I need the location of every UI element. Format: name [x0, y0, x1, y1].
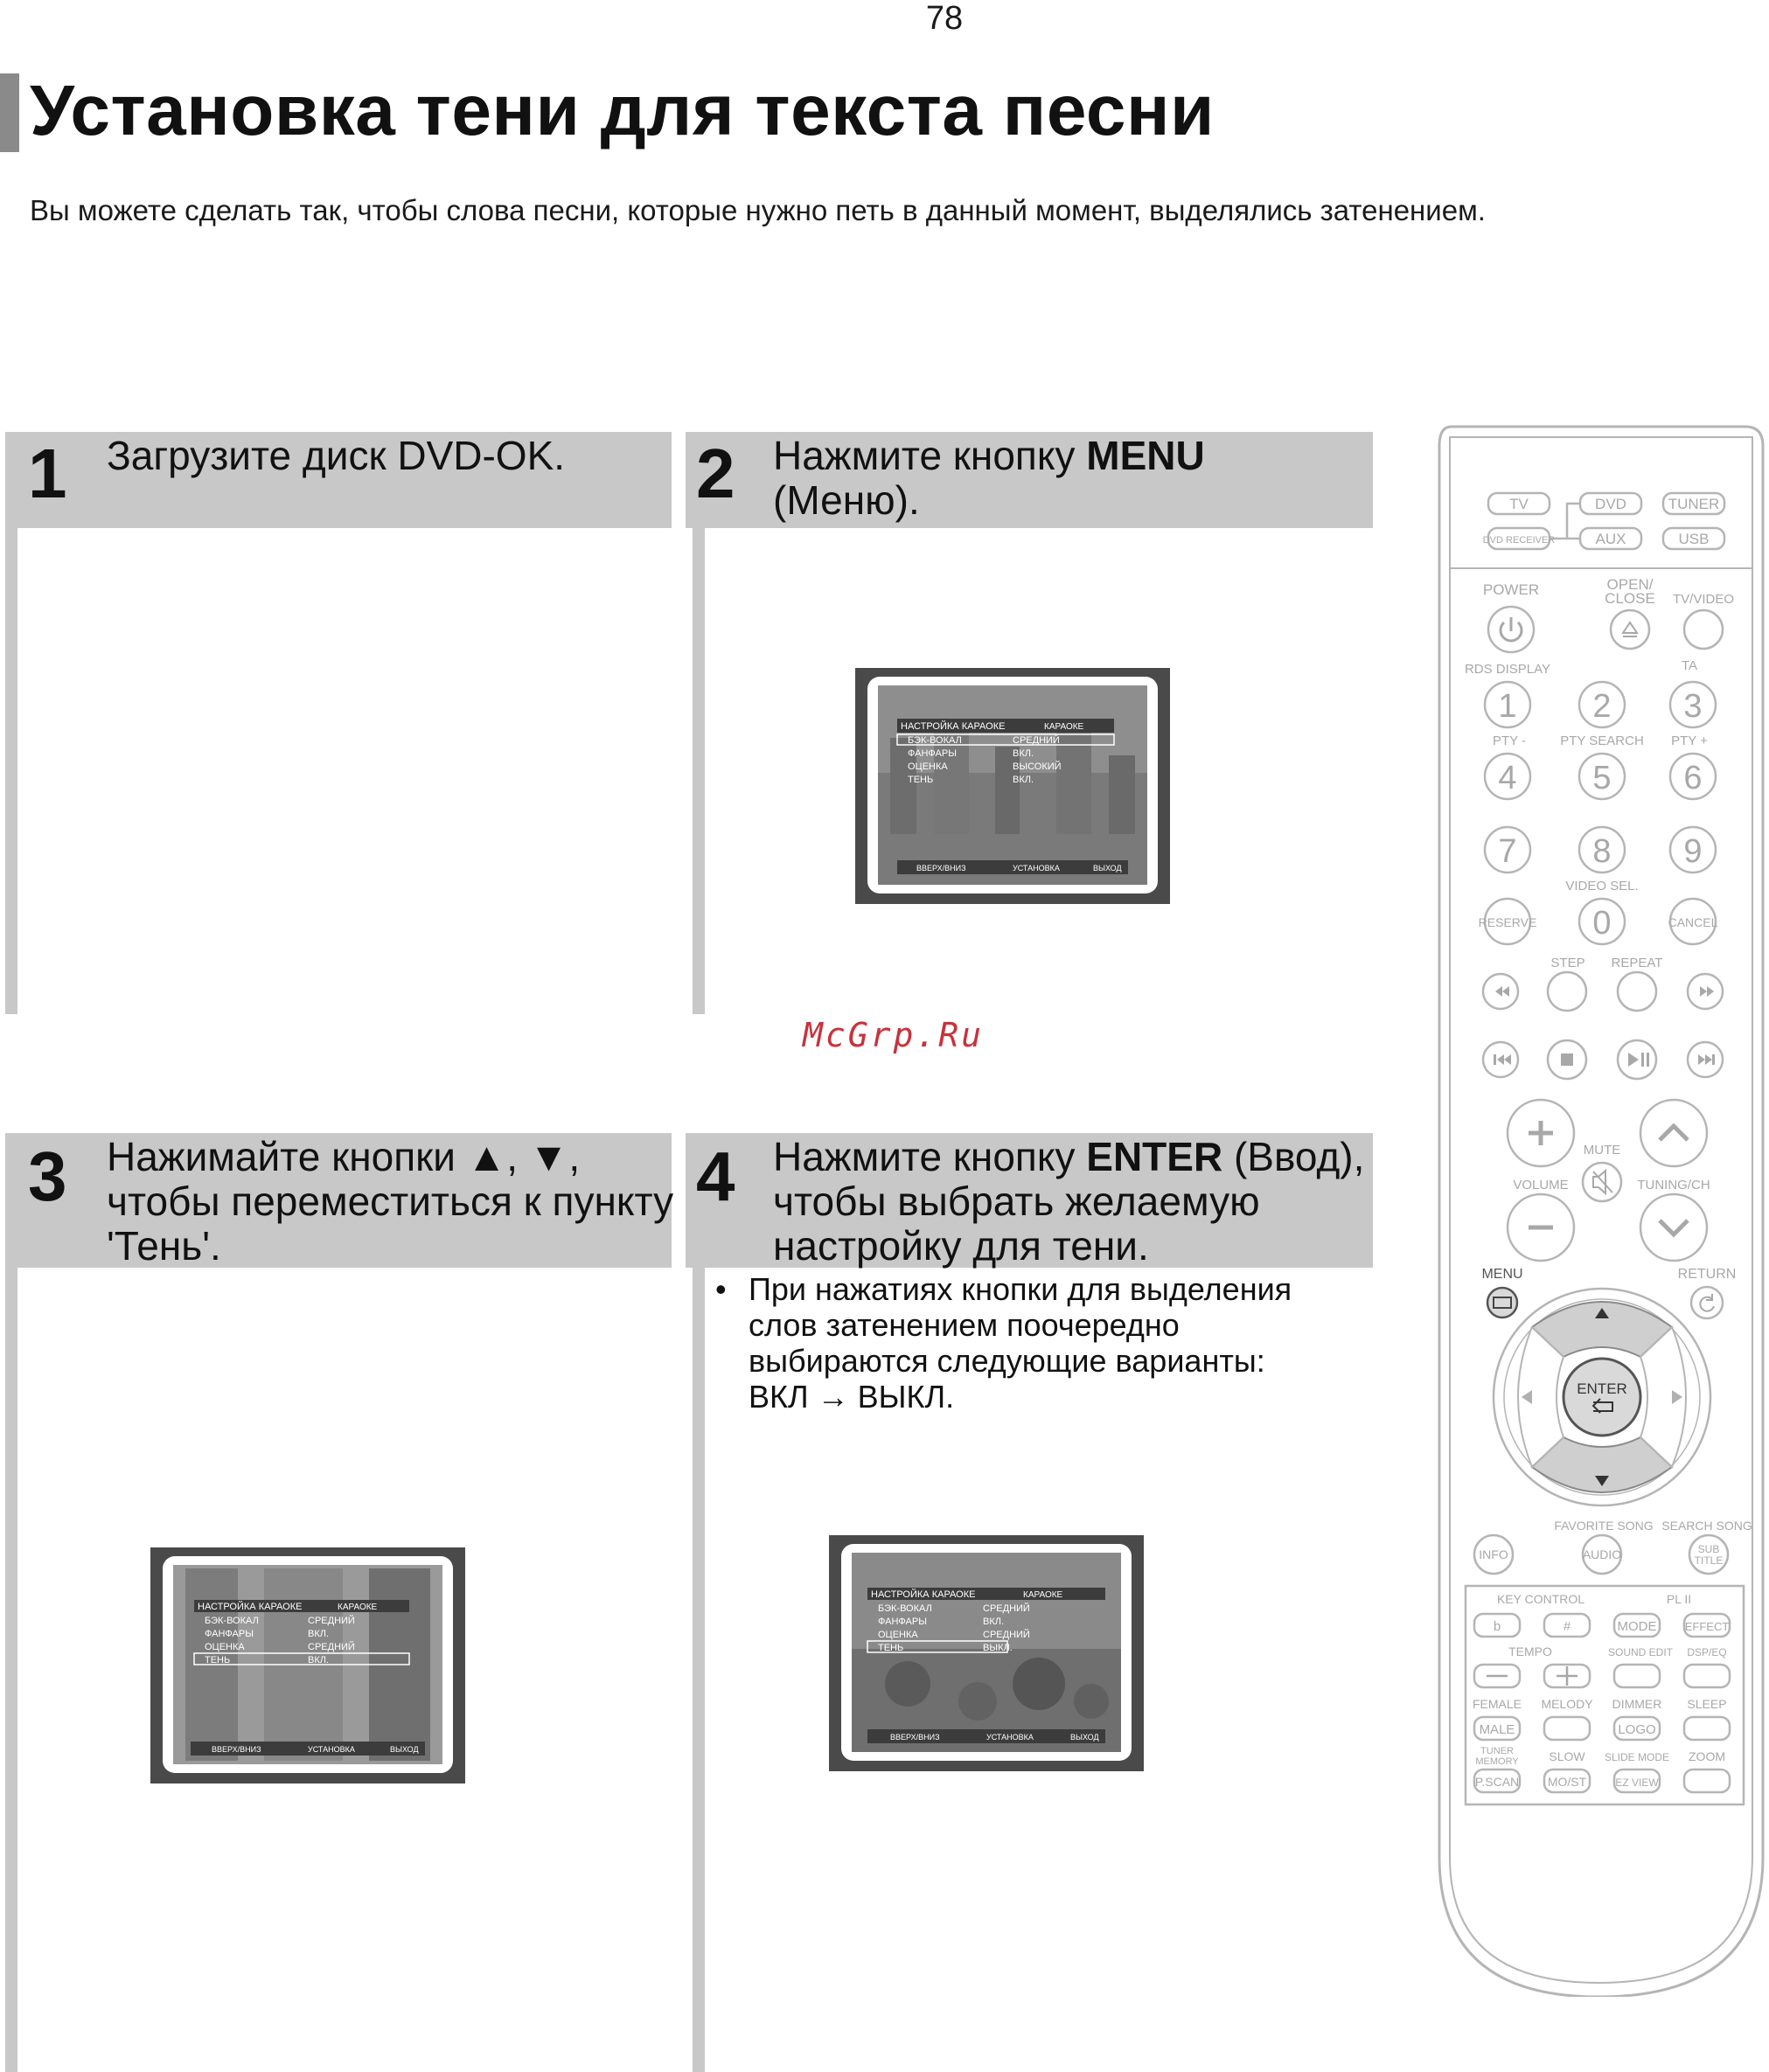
remote-search-label: SEARCH SONG	[1661, 1519, 1752, 1533]
step-2-osd-row4-label: ТЕНЬ	[908, 775, 934, 785]
remote-dimmer-label: DIMMER	[1612, 1697, 1662, 1711]
remote-key-7-label: 7	[1498, 833, 1517, 870]
remote-soundedit-button[interactable]	[1614, 1665, 1660, 1687]
remote-key-9-label: 9	[1683, 833, 1703, 870]
step-2-osd-footer-move: ВВЕРХ/ВНИЗ	[916, 864, 966, 873]
step-3-text	[107, 1135, 673, 1269]
remote-ptym-label: PTY -	[1492, 734, 1527, 748]
remote-sharp-label: #	[1563, 1619, 1571, 1634]
remote-key-3-label: 3	[1683, 688, 1703, 725]
remote-menu-button[interactable]	[1487, 1288, 1517, 1318]
step-4-text-pre: Нажмите кнопку	[773, 1134, 1087, 1179]
step-1-text: Загрузите диск DVD-OK.	[107, 433, 566, 478]
remote-tempo-label: TEMPO	[1508, 1644, 1552, 1658]
step-3-line-1: Нажимайте кнопки ▲, ▼,	[107, 1134, 581, 1179]
chevron-up-icon	[1660, 1126, 1688, 1140]
remote-menu-label: MENU	[1481, 1267, 1523, 1282]
step-4-osd-header: НАСТРОЙКА КАРАОКЕ	[871, 1589, 976, 1600]
power-icon	[1501, 617, 1522, 641]
step-2-text-pre: Нажмите кнопку	[773, 433, 1087, 478]
step-4-osd-footer-move: ВВЕРХ/ВНИЗ	[890, 1733, 940, 1742]
remote-tvvideo-button[interactable]	[1684, 610, 1723, 649]
remote-sleep-button[interactable]	[1684, 1717, 1730, 1740]
remote-pscan-label: P.SCAN	[1474, 1775, 1520, 1789]
step-3-number: 3	[28, 1137, 67, 1215]
watermark: McGrp.Ru	[803, 1016, 985, 1054]
remote-enter-label: ENTER	[1577, 1380, 1627, 1397]
step-3-tv-screen	[150, 1547, 465, 1783]
remote-most-label: MO/ST	[1547, 1775, 1587, 1789]
remote-close-label: CLOSE	[1605, 590, 1655, 607]
step-4-osd-footer-select: УСТАНОВКА	[986, 1733, 1034, 1742]
step-3-osd-row1-value: СРЕДНИЙ	[308, 1616, 355, 1626]
remote-audio-label: AUDIO	[1582, 1547, 1622, 1561]
step-4-line-3: настройку для тени.	[773, 1223, 1149, 1269]
remote-soundedit-label: SOUND EDIT	[1607, 1646, 1674, 1658]
step-4-osd-tag: КАРАОКЕ	[1023, 1590, 1063, 1600]
remote-control	[1434, 423, 1769, 1997]
step-3-osd-row4-label: ТЕНЬ	[205, 1655, 231, 1665]
remote-channel-up-button[interactable]	[1640, 1100, 1707, 1166]
step-2-osd-header: НАСТРОЙКА КАРАОКЕ	[901, 721, 1006, 732]
prev-icon	[1494, 1054, 1511, 1065]
remote-fav-label: FAVORITE SONG	[1554, 1519, 1654, 1533]
remote-male-label: MALE	[1479, 1722, 1515, 1737]
remote-aux-label: AUX	[1595, 531, 1626, 547]
step-4-osd-row3-label: ОЦЕНКА	[878, 1630, 918, 1640]
step-3-rule	[5, 1268, 17, 2072]
forward-icon	[1700, 986, 1714, 997]
step-2-osd-footer-exit: ВЫХОД	[1093, 864, 1122, 873]
remote-melody-label: MELODY	[1541, 1697, 1593, 1711]
note-line-2: слов затенением поочередно	[749, 1307, 1180, 1343]
remote-videosel-label: VIDEO SEL.	[1565, 879, 1639, 893]
remote-ptysearch-label: PTY SEARCH	[1560, 734, 1644, 748]
step-4-osd-row3-value: СРЕДНИЙ	[983, 1630, 1030, 1640]
step-2-text-key: MENU	[1086, 433, 1205, 478]
intro-text: Вы можете сделать так, чтобы слова песни, которые нужно петь в данный момент, выделялись затенением.	[30, 194, 1486, 226]
step-4-osd-row2-label: ФАНФАРЫ	[878, 1617, 927, 1627]
remote-info-label: INFO	[1479, 1547, 1508, 1561]
remote-tunermem1-label: TUNER	[1480, 1746, 1514, 1756]
eject-icon	[1623, 622, 1637, 636]
remote-power-label: POWER	[1482, 581, 1540, 598]
remote-key-5-label: 5	[1592, 760, 1612, 796]
return-icon	[1700, 1294, 1714, 1311]
remote-return-button[interactable]	[1691, 1287, 1723, 1318]
step-2-osd-row4-value: ВКЛ.	[1013, 775, 1034, 785]
step-2-number: 2	[696, 435, 735, 512]
step-3-osd-tag: КАРАОКЕ	[338, 1603, 378, 1612]
step-1-number: 1	[28, 435, 67, 512]
remote-zoom-label: ZOOM	[1689, 1749, 1725, 1763]
remote-tuner-label: TUNER	[1668, 496, 1720, 512]
right-arrow-icon	[1672, 1390, 1682, 1404]
remote-mode-label: MODE	[1617, 1619, 1657, 1634]
remote-title-label: TITLE	[1694, 1554, 1724, 1567]
mute-icon	[1593, 1171, 1612, 1193]
note-bullet: •	[715, 1271, 727, 1307]
note-line-3: выбираются следующие варианты:	[749, 1343, 1265, 1379]
play-pause-icon	[1628, 1053, 1649, 1067]
step-2-osd-row1-value: СРЕДНИЙ	[1013, 735, 1060, 746]
step-3-osd-footer-move: ВВЕРХ/ВНИЗ	[212, 1745, 261, 1754]
step-3-line-2: чтобы переместиться к пункту	[107, 1179, 674, 1224]
step-4-text-post: (Ввод),	[1222, 1134, 1365, 1179]
remote-reserve-label: RESERVE	[1478, 915, 1537, 929]
remote-flat-label: b	[1493, 1619, 1501, 1634]
remote-sub-label: SUB	[1697, 1543, 1720, 1555]
step-4-osd-row1-value: СРЕДНИЙ	[983, 1603, 1030, 1614]
remote-female-label: FEMALE	[1472, 1697, 1522, 1711]
remote-pl-label: PL II	[1666, 1592, 1692, 1606]
step-2-text-post: (Меню).	[773, 477, 920, 523]
remote-step-button[interactable]	[1548, 972, 1586, 1011]
step-4-osd-row4-label: ТЕНЬ	[878, 1643, 904, 1653]
rewind-icon	[1495, 986, 1509, 997]
step-3-osd-row2-label: ФАНФАРЫ	[205, 1629, 254, 1639]
remote-karaoke-panel	[1466, 1586, 1744, 1804]
remote-channel-down-button[interactable]	[1640, 1194, 1707, 1261]
remote-zoom-button[interactable]	[1684, 1770, 1730, 1792]
step-2-rule	[693, 528, 705, 1014]
step-3-osd-row4-value: ВКЛ.	[308, 1655, 330, 1665]
next-icon	[1698, 1054, 1715, 1065]
title-accent-bar	[0, 73, 19, 152]
remote-repeat-button[interactable]	[1618, 972, 1656, 1011]
remote-tuning-label: TUNING/CH	[1637, 1178, 1710, 1192]
remote-melody-button[interactable]	[1544, 1717, 1590, 1740]
step-4-text-key: ENTER	[1086, 1134, 1223, 1179]
remote-key-6-label: 6	[1683, 760, 1703, 796]
remote-slow-label: SLOW	[1549, 1749, 1585, 1763]
remote-logo-label: LOGO	[1618, 1722, 1656, 1737]
step-1-rule	[5, 528, 17, 1014]
remote-dspeq-button[interactable]	[1684, 1665, 1730, 1687]
remote-volume-label: VOLUME	[1513, 1178, 1569, 1192]
step-4-tv-screen	[829, 1535, 1144, 1771]
remote-step-label: STEP	[1550, 956, 1585, 970]
remote-rds-label: RDS DISPLAY	[1464, 662, 1551, 677]
tempo-plus-icon	[1557, 1666, 1577, 1686]
remote-open-label: OPEN/	[1606, 576, 1654, 593]
step-4-rule	[693, 1268, 705, 2072]
note-line-4: ВКЛ → ВЫКЛ.	[749, 1379, 955, 1415]
remote-ezview-label: EZ VIEW	[1615, 1776, 1659, 1789]
step-4-number: 4	[696, 1137, 735, 1215]
remote-mute-label: MUTE	[1583, 1143, 1621, 1158]
plus-icon	[1529, 1121, 1553, 1145]
remote-cancel-label: CANCEL	[1668, 915, 1718, 929]
note-line-1: При нажатиях кнопки для выделения	[749, 1271, 1292, 1307]
step-2-osd-row3-label: ОЦЕНКА	[908, 761, 948, 772]
page-title: Установка тени для текста песни	[30, 71, 1215, 150]
remote-tv-label: TV	[1509, 496, 1529, 512]
step-3-osd-footer-exit: ВЫХОД	[390, 1745, 419, 1754]
remote-key-1-label: 1	[1498, 688, 1517, 725]
stop-icon	[1561, 1053, 1573, 1066]
step-3-osd-row1-label: БЭК-ВОКАЛ	[205, 1616, 259, 1626]
remote-key-0-label: 0	[1592, 905, 1612, 942]
step-3-line-3: 'Тень'.	[107, 1223, 221, 1269]
step-2-tv-screen	[855, 668, 1170, 904]
remote-repeat-label: REPEAT	[1611, 956, 1663, 970]
step-2-osd-row3-value: ВЫСОКИЙ	[1013, 761, 1062, 772]
step-3-osd-header: НАСТРОЙКА КАРАОКЕ	[198, 1602, 303, 1612]
step-4-osd-row4-value: ВЫКЛ.	[983, 1643, 1013, 1653]
remote-enter-button[interactable]	[1564, 1359, 1640, 1436]
remote-key-4-label: 4	[1498, 760, 1517, 796]
step-2-osd-row2-label: ФАНФАРЫ	[908, 748, 957, 759]
step-2-osd-row1-label: БЭК-ВОКАЛ	[908, 735, 962, 746]
remote-key-2-label: 2	[1592, 688, 1612, 725]
remote-effect-label: EFFECT	[1684, 1620, 1730, 1633]
remote-usb-label: USB	[1678, 531, 1710, 547]
step-2-osd-tag: КАРАОКЕ	[1044, 722, 1084, 732]
remote-ptyp-label: PTY +	[1671, 734, 1708, 748]
remote-tvvideo-label: TV/VIDEO	[1672, 592, 1735, 607]
remote-keycontrol-label: KEY CONTROL	[1496, 1592, 1585, 1606]
step-2-osd-footer-select: УСТАНОВКА	[1013, 864, 1060, 873]
step-3-osd-footer-select: УСТАНОВКА	[308, 1745, 355, 1754]
remote-slide-label: SLIDE MODE	[1604, 1751, 1670, 1763]
step-4-line-2: чтобы выбрать желаемую	[773, 1179, 1260, 1224]
step-4-osd-row2-value: ВКЛ.	[983, 1617, 1005, 1627]
step-4-text	[773, 1135, 1368, 1269]
remote-dvdreceiver-label: DVD RECEIVER	[1482, 535, 1556, 546]
step-2-text	[773, 434, 1350, 523]
step-3-osd-row3-value: СРЕДНИЙ	[308, 1642, 355, 1652]
remote-key-8-label: 8	[1592, 833, 1612, 870]
step-2-osd-row2-value: ВКЛ.	[1013, 748, 1034, 759]
step-4-osd-footer-exit: ВЫХОД	[1070, 1733, 1099, 1742]
remote-open-close-button[interactable]	[1611, 610, 1649, 649]
step-3-osd-row2-value: ВКЛ.	[308, 1629, 330, 1639]
remote-ta-label: TA	[1681, 658, 1698, 673]
remote-tunermem2-label: MEMORY	[1475, 1756, 1519, 1767]
left-arrow-icon	[1522, 1390, 1532, 1404]
remote-dvd-label: DVD	[1595, 496, 1626, 512]
chevron-down-icon	[1660, 1220, 1688, 1234]
remote-return-label: RETURN	[1677, 1267, 1737, 1282]
step-4-note	[715, 1271, 1327, 1415]
step-3-osd-row3-label: ОЦЕНКА	[205, 1642, 245, 1652]
page-number: 78	[925, 0, 964, 37]
remote-sleep-label: SLEEP	[1687, 1697, 1727, 1711]
step-4-osd-row1-label: БЭК-ВОКАЛ	[878, 1603, 932, 1614]
remote-dspeq-label: DSP/EQ	[1687, 1646, 1727, 1658]
